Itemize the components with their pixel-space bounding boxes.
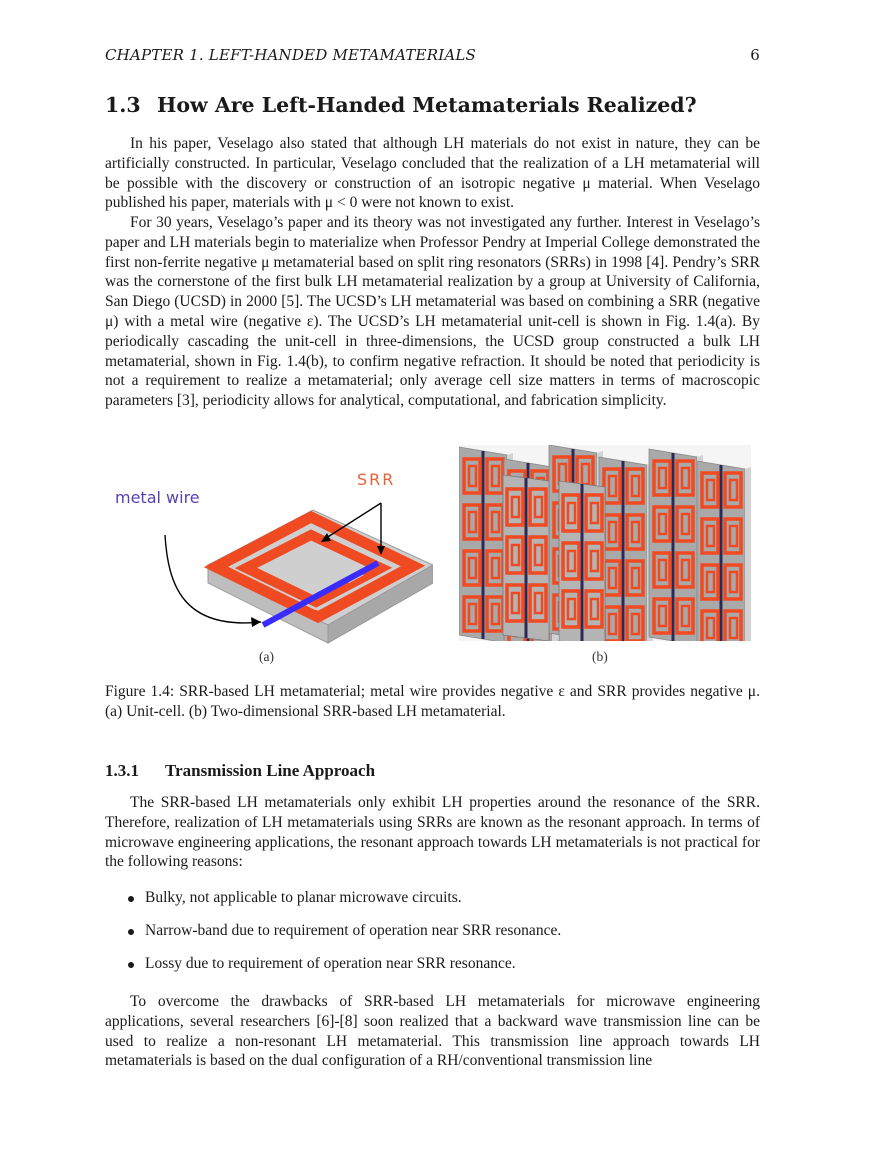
running-header [105,46,760,64]
bullet-icon [128,896,134,902]
bullet-icon [128,929,134,935]
list-item [105,921,760,954]
srr-panel [697,461,751,641]
paragraph-4 [105,992,760,1071]
list-item-text: Lossy due to requirement of operation near SRR resonance. [145,955,516,972]
list-item [105,888,760,921]
subfigure-a-label: (a) [259,649,274,664]
metal-wire-label: metal wire [115,488,200,507]
list-item-text: Bulky, not applicable to planar microwave circuits. [145,889,462,906]
srr-panel [599,457,653,641]
paragraph-3-text: The SRR-based LH metamaterials only exhibit LH properties around the resonance of the SRR. Therefore, realization of LH metamaterials using SRRs are known as the resonant approach. In terms of microwave engineering applications, the resonant approach towards LH metamaterials is not practical for the following reasons: [105,794,760,871]
srr-panel-front [559,481,605,641]
subsection-number: 1.3.1 [105,761,139,780]
page-number: 6 [750,46,760,64]
paragraph-2-text: For 30 years, Veselago’s paper and its theory was not investigated any further. Interest in Veselago’s paper and LH materials begin to materialize when Professor Pendry at Imperial College demonstrated the first non-ferrite negative μ metamaterial based on split ring resonators (SRRs) in 1998 [4]. Pendry’s SRR was the cornerstone of the first bulk LH metamaterial realization by a group at University of California, San Diego (UCSD) in 2000 [5]. The UCSD’s LH metamaterial was based on combining a SRR (negative μ) with a metal wire (negative ε). The UCSD’s LH metamaterial unit-cell is shown in Fig. 1.4(a). By periodically cascading the unit-cell in three-dimensions, the UCSD group constructed a bulk LH metamaterial, shown in Fig. 1.4(b), to confirm negative refraction. It should be noted that periodicity is not a requirement to realize a metamaterial; only average cell size matters in terms of macroscopic parameters [3], periodicity allows for analytical, computational, and fabrication simplicity. [105,214,760,410]
unit-cell-illustration [113,465,433,660]
section-title: How Are Left-Handed Metamaterials Realized? [157,93,697,117]
figure-caption: Figure 1.4: SRR-based LH metamaterial; metal wire provides negative ε and SRR provides negative μ. (a) Unit-cell. (b) Two-dimensional SRR-based LH metamaterial. [105,683,760,720]
subfigure-b-label: (b) [592,649,608,664]
srr-panel-front [503,475,549,641]
section-heading [105,93,760,117]
srr-label: SRR [357,470,396,489]
drawback-list [105,888,760,987]
paragraph-1 [105,134,760,213]
section-number: 1.3 [105,93,141,117]
paragraph-3 [105,793,760,872]
paragraph-2 [105,213,760,411]
subsection-heading [105,761,375,781]
paragraph-4-text: To overcome the drawbacks of SRR-based LH metamaterials for microwave engineering applications, several researchers [6]-[8] soon realized that a backward wave transmission line can be used to realize a non-resonant LH metamaterial. This transmission line approach towards LH metamaterials is based on the dual configuration of a RH/conventional transmission line [105,993,760,1070]
figure-1-4 [105,445,760,675]
subsection-title: Transmission Line Approach [165,761,376,780]
list-item [105,954,760,987]
chapter-title: CHAPTER 1. LEFT-HANDED METAMATERIALS [105,46,476,64]
paragraph-1-text: In his paper, Veselago also stated that although LH materials do not exist in nature, they can be artificially constructed. In particular, Veselago concluded that the realization of a LH metamaterial will be possible with the discovery or construction of an isotropic negative μ material. When Veselago published his paper, materials with μ < 0 were not known to exist. [105,135,760,212]
list-item-text: Narrow-band due to requirement of operation near SRR resonance. [145,922,562,939]
srr-panel [649,449,703,641]
srr-array-illustration [459,445,751,641]
bullet-icon [128,962,134,968]
